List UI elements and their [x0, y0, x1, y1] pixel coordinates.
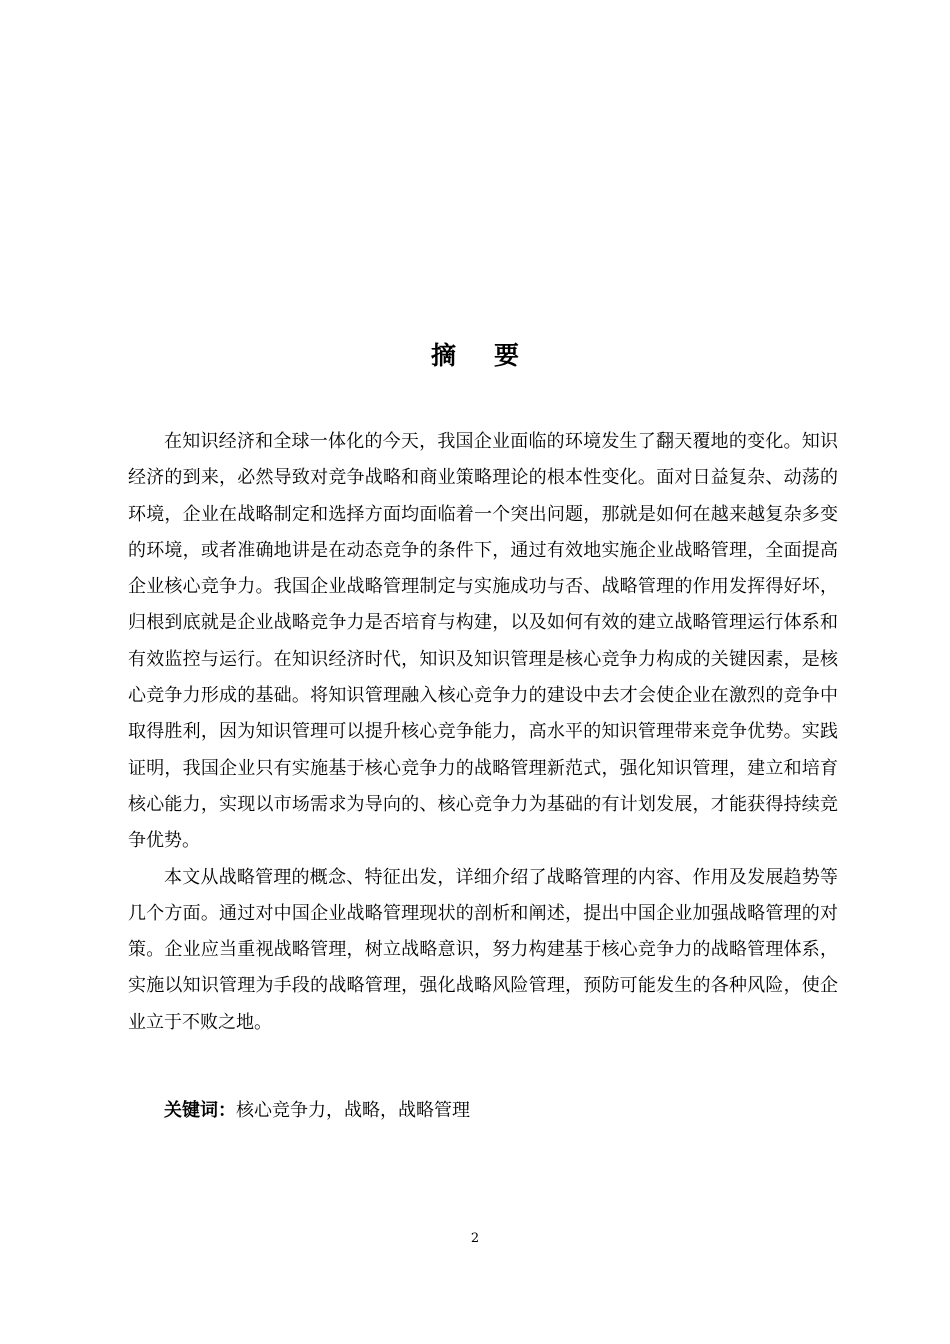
keywords-label: 关键词：: [164, 1100, 236, 1121]
page-number: 2: [470, 1231, 480, 1246]
keywords-value: 核心竞争力，战略，战略管理: [236, 1100, 470, 1121]
abstract-paragraph-1: 在知识经济和全球一体化的今天，我国企业面临的环境发生了翻天覆地的变化。知识经济的到来，必然导致对竞争战略和商业策略理论的根本性变化。面对日益复杂、动荡的环境，企业在战略制定和选择方面均面临着一个突出问题，那就是如何在越来越复杂多变的环境，或者准确地讲是在动态竞争的条件下，通过有效地实施企业战略管理，全面提高企业核心竞争力。我国企业战略管理制定与实施成功与否、战略管理的作用发挥得好坏，归根到底就是企业战略竞争力是否培育与构建，以及如何有效的建立战略管理运行体系和有效监控与运行。在知识经济时代，知识及知识管理是核心竞争力构成的关键因素，是核心竞争力形成的基础。将知识管理融入核心竞争力的建设中去才会使企业在激烈的竞争中取得胜利，因为知识管理可以提升核心竞争能力，高水平的知识管理带来竞争优势。实践证明，我国企业只有实施基于核心竞争力的战略管理新范式，强化知识管理，建立和培育核心能力，实现以市场需求为导向的、核心竞争力为基础的有计划发展，才能获得持续竞争优势。: [128, 431, 838, 852]
abstract-title: 摘要: [430, 341, 557, 370]
abstract-body: [128, 424, 838, 1041]
keywords-line: [164, 1093, 470, 1129]
abstract-paragraph-2: 本文从战略管理的概念、特征出发，详细介绍了战略管理的内容、作用及发展趋势等几个方面。通过对中国企业战略管理现状的剖析和阐述，提出中国企业加强战略管理的对策。企业应当重视战略管理，树立战略意识，努力构建基于核心竞争力的战略管理体系，实施以知识管理为手段的战略管理，强化战略风险管理，预防可能发生的各种风险，使企业立于不败之地。: [128, 866, 838, 1033]
